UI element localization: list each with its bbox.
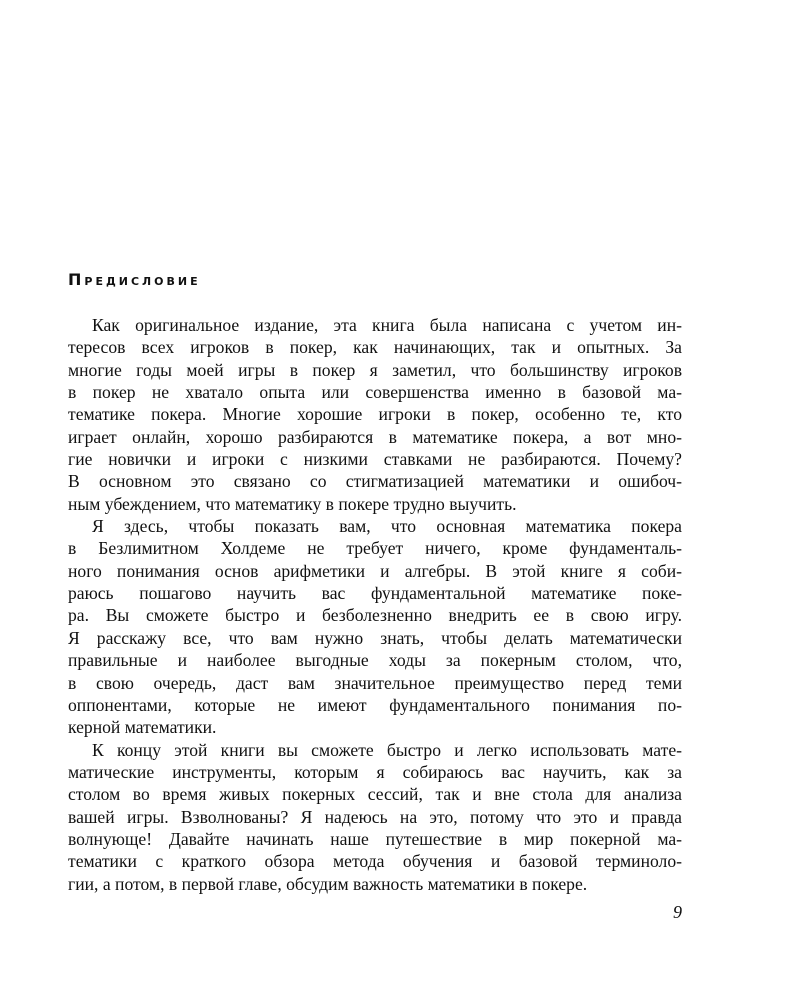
text-line: оппонентами, которые не имеют фундаментального понимания по- [68,694,682,715]
section-heading: Предисловие [68,270,201,289]
text-line: тересов всех игроков в покер, как начинающих, так и опытных. За [68,337,682,358]
text-line: многие годы моей игры в покер я заметил, что большинству игроков [68,359,682,380]
text-line: ного понимания основ арифметики и алгебры. В этой книге я соби- [68,560,682,581]
paragraph [68,739,682,895]
text-line: гие новички и игроки с низкими ставками не разбираются. Почему? [68,449,682,470]
text-line: керной математики. [68,717,217,738]
text-line: ра. Вы сможете быстро и безболезненно внедрить ее в свою игру. [68,605,682,626]
text-line: столом во время живых покерных сессий, так и вне стола для анализа [68,784,682,805]
text-line: гии, а потом, в первой главе, обсудим важность математики в покере. [68,873,588,894]
text-line: в покер не хватало опыта или совершенства именно в базовой ма- [68,382,682,403]
body-text [68,314,682,895]
text-line: тематике покера. Многие хорошие игроки в покер, особенно те, кто [68,404,682,425]
text-line: волнующе! Давайте начинать наше путешествие в мир покерной ма- [68,828,682,849]
text-line: играет онлайн, хорошо разбираются в математике покера, а вот мно- [68,426,682,447]
text-line: Как оригинальное издание, эта книга была написана с учетом ин- [92,315,682,335]
text-line: Я расскажу все, что вам нужно знать, чтобы делать математически [68,627,682,648]
paragraph [68,515,682,738]
text-line: матические инструменты, которым я собираюсь вас научить, как за [68,761,682,782]
text-line: вашей игры. Взволнованы? Я надеюсь на это, потому что это и правда [68,806,682,827]
text-line: К концу этой книги вы сможете быстро и легко использовать мате- [92,739,682,760]
text-line: ным убеждением, что математику в покере трудно выучить. [68,493,517,514]
paragraph [68,314,682,515]
text-line: раюсь пошагово научить вас фундаментальной математике поке- [68,583,682,604]
text-line: тематики с краткого обзора метода обучения и базовой терминоло- [68,851,682,872]
text-line: Я здесь, чтобы показать вам, что основная математика покера [92,516,682,537]
text-line: В основном это связано со стигматизацией математики и ошибоч- [68,471,682,492]
text-line: в Безлимитном Холдеме не требует ничего, кроме фундаменталь- [68,538,682,559]
text-line: правильные и наиболее выгодные ходы за покерным столом, что, [68,650,682,671]
text-line: в свою очередь, даст вам значительное преимущество перед теми [68,672,682,693]
page-number: 9 [673,902,682,922]
